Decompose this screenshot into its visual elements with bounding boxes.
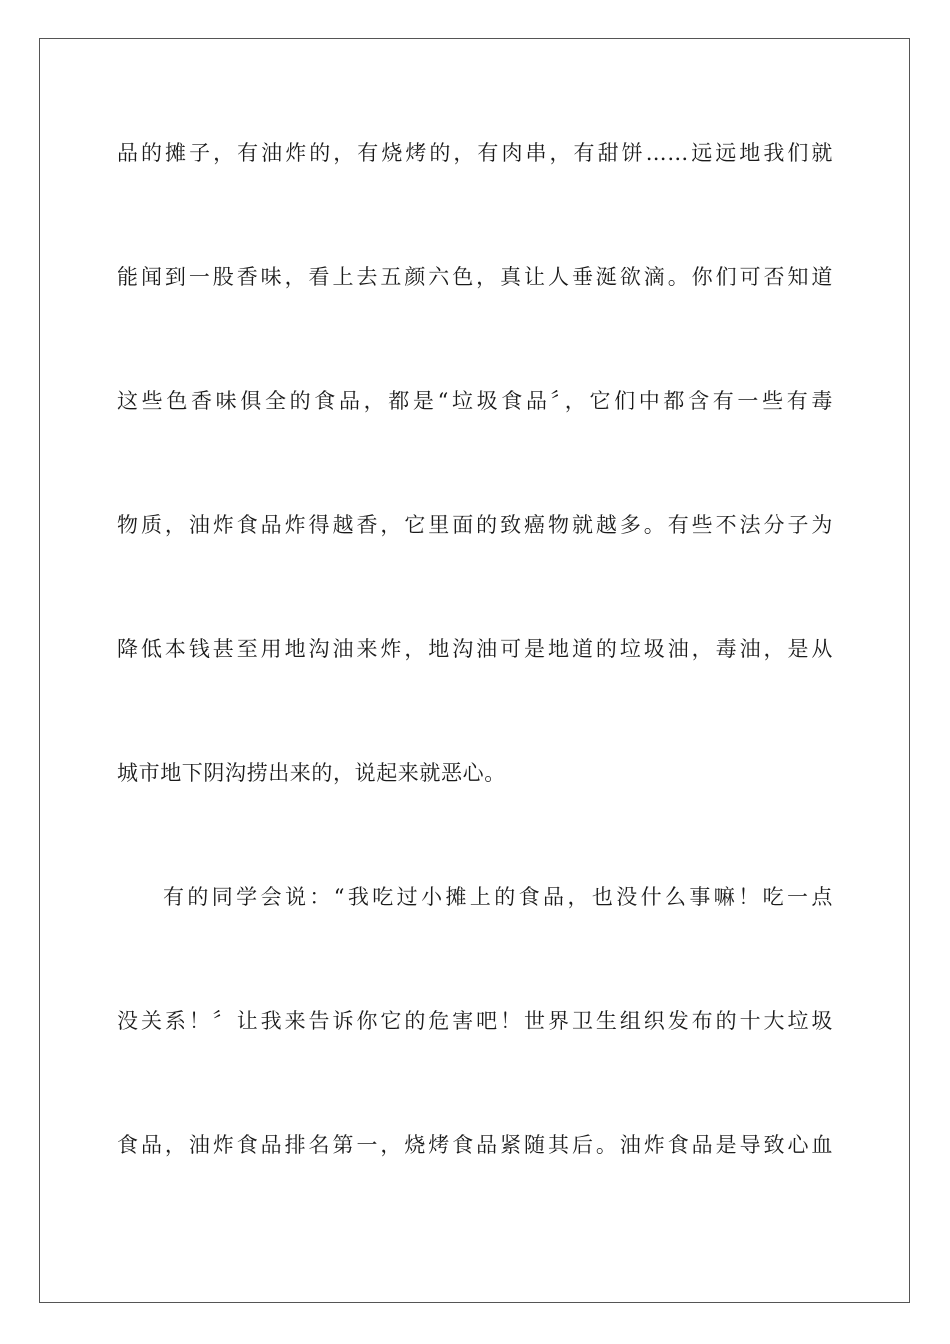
paragraph-line: 有的同学会说：“我吃过小摊上的食品，也没什么事嘛！吃一点: [163, 885, 833, 909]
page-border: [39, 38, 910, 1303]
paragraph-line: 食品，油炸食品排名第一，烧烤食品紧随其后。油炸食品是导致心血: [117, 1133, 833, 1157]
paragraph-line: 降低本钱甚至用地沟油来炸，地沟油可是地道的垃圾油，毒油，是从: [117, 637, 833, 661]
paragraph-line: 城市地下阴沟捞出来的，说起来就恶心。: [117, 761, 506, 785]
paragraph-line: 这些色香味俱全的食品，都是“垃圾食品〞，它们中都含有一些有毒: [117, 389, 833, 413]
paragraph-line: 物质，油炸食品炸得越香，它里面的致癌物就越多。有些不法分子为: [117, 513, 833, 537]
paragraph-line: 品的摊子，有油炸的，有烧烤的，有肉串，有甜饼……远远地我们就: [117, 141, 833, 165]
paragraph-line: 能闻到一股香味，看上去五颜六色，真让人垂涎欲滴。你们可否知道: [117, 265, 833, 289]
paragraph-line: 没关系！〞让我来告诉你它的危害吧！世界卫生组织发布的十大垃圾: [117, 1009, 833, 1033]
